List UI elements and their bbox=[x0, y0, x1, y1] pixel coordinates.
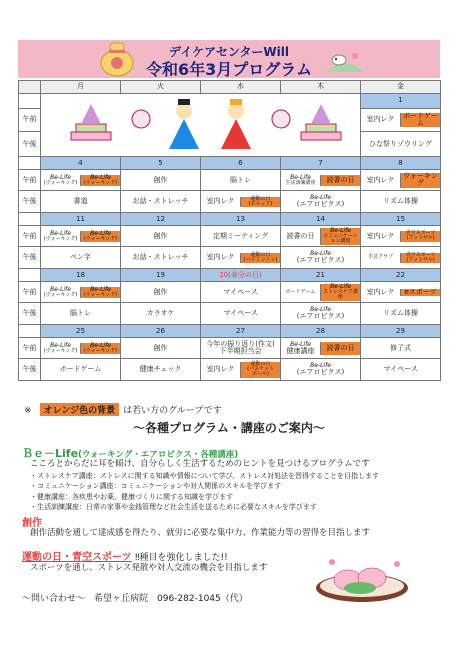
w5-wed-pm-left: 室内レク bbox=[206, 365, 235, 374]
w4-sat-am-left: 室内レク bbox=[366, 287, 395, 296]
w4-mon-am-left-sub: (ウォーキング) bbox=[43, 291, 78, 298]
am-label: 午前 bbox=[19, 338, 41, 359]
w3-thu-am-right-title: Be-Life bbox=[330, 226, 351, 234]
belife-heading-main: Ｂｅ－Life bbox=[22, 447, 79, 460]
w5-tue-pm: 健康チェック bbox=[121, 359, 201, 381]
weekday-sat: 金 bbox=[361, 81, 441, 94]
w5-mon-pm: ボードゲーム bbox=[41, 359, 121, 381]
date-cell: 4 bbox=[41, 157, 121, 170]
w4-thu-am-right-title: Be-Life bbox=[330, 282, 351, 290]
date-cell: 11 bbox=[41, 213, 121, 226]
w4-thu-pm-sub: (エアロビクス) bbox=[296, 312, 345, 321]
w5-sat-am: 修了式 bbox=[361, 338, 441, 359]
w3-tue-pm: お話・ストレッチ bbox=[121, 247, 201, 269]
w2-sat-am-left: 室内レク bbox=[366, 175, 395, 184]
hinamatsuri-illustration bbox=[41, 94, 361, 157]
w4-mon-am-right-title: Be-Life bbox=[90, 285, 111, 293]
pm-label: 午後 bbox=[19, 247, 41, 269]
w3-tue-am: 創作 bbox=[121, 226, 201, 247]
w5-sat-pm: マイペース bbox=[361, 359, 441, 381]
w4-thu-pm-title: Be-Life bbox=[310, 306, 331, 314]
sousaku-heading: 創作 bbox=[22, 518, 42, 529]
w4-thu-am-right-sub: ストレスケア講座 bbox=[323, 289, 358, 301]
date-cell: 21 bbox=[281, 269, 361, 282]
date-cell: 15 bbox=[361, 213, 441, 226]
date-cell: 28 bbox=[281, 325, 361, 338]
hina-dolls-illustration bbox=[51, 94, 351, 154]
date-cell: 22 bbox=[361, 269, 441, 282]
w4-wed-pm: マイペース bbox=[201, 303, 281, 325]
w2-thu-am-left-title: Be-Life bbox=[290, 173, 311, 181]
date-cell: 8 bbox=[361, 157, 441, 170]
w2-thu-pm-title: Be-Life bbox=[310, 194, 331, 202]
w4-mon-am-right-sub: (ウォーキング) bbox=[83, 291, 118, 298]
w4-wed-am: マイペース bbox=[201, 282, 281, 303]
w5-wed-am: 今年の振り返り(作文) 下半期担当会 bbox=[201, 338, 281, 359]
pm-label: 午後 bbox=[19, 191, 41, 213]
date-cell: 7 bbox=[281, 157, 361, 170]
belife-line: ・コミュニケーション講座：コミュニケーションや対人関係のスキルを学びます bbox=[30, 482, 282, 491]
w3-thu-pm-title: Be-Life bbox=[310, 250, 331, 258]
sports-heading-tail: ‼種目を強化しました!! bbox=[135, 553, 228, 563]
w2-mon-am-right-sub: (ウォーキング) bbox=[83, 179, 118, 186]
lucky-bag-illustration bbox=[97, 35, 137, 77]
w4-thu-am-left: ボードゲーム bbox=[285, 288, 316, 295]
w2-mon-pm: 書道 bbox=[41, 191, 121, 213]
note-mark: ※ bbox=[24, 406, 32, 416]
w3-thu-pm-sub: (エアロビクス) bbox=[296, 256, 345, 265]
header-banner bbox=[18, 40, 440, 78]
date-cell: 14 bbox=[281, 213, 361, 226]
belife-line: ・生活訓練講座：日常の家事や金銭管理など社会生活を送るために必要なスキルを学びます bbox=[30, 503, 317, 512]
w1-sat-am-left: 室内レク bbox=[366, 115, 395, 124]
w5-thu-am-left-title: Be-Life bbox=[290, 340, 311, 348]
w3-sat-pm-right: 青空スポーツ (フットサル) bbox=[400, 253, 440, 264]
belife-line: ・健康講座：各疾患やお薬、健康づくりに関する知識を学びます bbox=[30, 492, 233, 501]
sports-heading bbox=[22, 548, 228, 563]
weekday-mon: 月 bbox=[41, 81, 121, 94]
page-title: 令和6年3月プログラム bbox=[145, 60, 313, 79]
w5-tue-am: 創作 bbox=[121, 338, 201, 359]
sousaku-description: 創作活動を通して達成感を得たり、就労に必要な集中力、作業能力等の習得を目指します bbox=[30, 528, 371, 538]
w2-wed-am: 脳トレ bbox=[201, 170, 281, 191]
date-cell: 26 bbox=[121, 325, 201, 338]
weekday-thu: 木 bbox=[281, 81, 361, 94]
date-cell: 13 bbox=[201, 213, 281, 226]
w3-wed-pm-left: 室内レク bbox=[206, 253, 235, 262]
w4-mon-pm: 脳トレ bbox=[41, 303, 121, 325]
w3-thu-am-right-sub: コミュニケーション講座 bbox=[323, 233, 358, 245]
w3-wed-am: 定期ミーティング bbox=[201, 226, 281, 247]
w3-mon-am-right-sub: (ウォーキング) bbox=[83, 235, 118, 242]
w5-thu-am-right: 読書の日 bbox=[320, 342, 360, 356]
w5-thu-am-left-sub: 健康講座 bbox=[286, 346, 315, 355]
belife-heading-sub: (ウォーキング・エアロビクス・各種講座) bbox=[78, 450, 239, 460]
w3-sat-am-left: 室内レク bbox=[366, 231, 395, 240]
sakuramochi-illustration bbox=[312, 552, 412, 604]
w3-mon-pm: ペン字 bbox=[41, 247, 121, 269]
note-text: は若い方のグループです bbox=[123, 406, 222, 416]
pm-label: 午後 bbox=[19, 132, 41, 157]
contact-info: ～問い合わせ～ 希望ヶ丘病院 096-282-1045（代） bbox=[22, 594, 248, 604]
w3-sat-am-right: 青空スポーツ (フットサル) bbox=[400, 231, 440, 242]
am-label: 午前 bbox=[19, 282, 41, 303]
date-cell: 25 bbox=[41, 325, 121, 338]
weekday-tue: 火 bbox=[121, 81, 201, 94]
w5-mon-am-left-title: Be-Life bbox=[50, 341, 71, 349]
w2-mon-am-left-title: Be-Life bbox=[50, 173, 71, 181]
w5-thu-pm-sub: (エアロビクス) bbox=[296, 368, 345, 377]
w5-thu-pm-title: Be-Life bbox=[310, 362, 331, 370]
w2-sat-pm: リズム体操 bbox=[361, 191, 441, 213]
bird-illustration bbox=[325, 50, 365, 76]
w3-sat-pm-left: 手芸クラブ bbox=[367, 254, 393, 261]
date-cell: 19 bbox=[121, 269, 201, 282]
w5-mon-am-right-title: Be-Life bbox=[90, 341, 111, 349]
w2-thu-pm-sub: (エアロビクス) bbox=[296, 200, 345, 209]
belife-description bbox=[30, 458, 379, 513]
w2-mon-am-right-title: Be-Life bbox=[90, 173, 111, 181]
sports-heading-main: 運動の日・青空スポーツ bbox=[22, 552, 132, 563]
w3-wed-pm-right: 運動の日 (バドミントン) bbox=[240, 253, 280, 264]
w2-thu-am-left-sub: 生活訓練講座 bbox=[285, 179, 316, 186]
program-calendar bbox=[18, 80, 441, 381]
orange-legend-box: オレンジ色の背景 bbox=[40, 403, 120, 416]
w5-wed-pm-right: 運動の日 (バスケット ボール) bbox=[240, 362, 280, 378]
date-cell: 6 bbox=[201, 157, 281, 170]
guide-title: ～各種プログラム・講座のご案内～ bbox=[133, 421, 325, 435]
sports-description: スポーツを通し、ストレス発散や対人交流の機会を目指します bbox=[30, 563, 268, 573]
belife-line: ・ストレスケア講座：ストレスに関する知識や情報について学び、ストレス対処法を習得することを目指します bbox=[30, 471, 379, 480]
w3-mon-am-left-title: Be-Life bbox=[50, 229, 71, 237]
am-label: 午前 bbox=[19, 226, 41, 247]
pm-label: 午後 bbox=[19, 303, 41, 325]
am-label: 午前 bbox=[19, 108, 41, 132]
w5-mon-am-right-sub: (ウォーキング) bbox=[83, 347, 118, 354]
date-cell: 5 bbox=[121, 157, 201, 170]
weekday-wed: 水 bbox=[201, 81, 281, 94]
w2-wed-pm-right: 運動の日 (モルック) bbox=[240, 197, 280, 208]
w1-sat-am-right: ボードゲーム bbox=[400, 113, 440, 128]
w3-thu-am-left: 読書の日 bbox=[286, 231, 315, 240]
w3-mon-am-left-sub: (ウォーキング) bbox=[43, 235, 78, 242]
w4-tue-am: 創作 bbox=[121, 282, 201, 303]
belife-line: こころとからだに耳を傾け、自分らしく生活するためのヒントを見つけるプログラムです bbox=[30, 459, 370, 469]
am-label: 午前 bbox=[19, 170, 41, 191]
date-cell: 18 bbox=[41, 269, 121, 282]
w4-tue-pm: カラオケ bbox=[121, 303, 201, 325]
w2-wed-pm-left: 室内レク bbox=[206, 197, 235, 206]
date-cell: 29 bbox=[361, 325, 441, 338]
w2-tue-pm: お話・ストレッチ bbox=[121, 191, 201, 213]
date-cell: 12 bbox=[121, 213, 201, 226]
w4-mon-am-left-title: Be-Life bbox=[50, 285, 71, 293]
w4-sat-pm: リズム体操 bbox=[361, 303, 441, 325]
w2-sat-am-right: ウォーキング bbox=[400, 173, 440, 188]
w4-sat-am-right: eスポーツ bbox=[400, 289, 440, 296]
facility-name: デイケアセンターWill bbox=[169, 45, 289, 59]
w3-mon-am-right-title: Be-Life bbox=[90, 229, 111, 237]
date-sat-1: 1 bbox=[361, 94, 441, 109]
w2-thu-am-right: 読書の日 bbox=[320, 175, 360, 187]
date-cell: 27 bbox=[201, 325, 281, 338]
pm-label: 午後 bbox=[19, 359, 41, 381]
legend-note bbox=[24, 403, 222, 416]
w2-tue-am: 創作 bbox=[121, 170, 201, 191]
w1-sat-pm: ひな祭りゾウリング bbox=[361, 132, 441, 157]
corner-cell bbox=[19, 81, 41, 94]
date-cell-holiday: 20(春分の日) bbox=[201, 269, 281, 282]
w2-mon-am-left-sub: (ウォーキング) bbox=[43, 179, 78, 186]
w5-mon-am-left-sub: (ウォーキング) bbox=[43, 347, 78, 354]
